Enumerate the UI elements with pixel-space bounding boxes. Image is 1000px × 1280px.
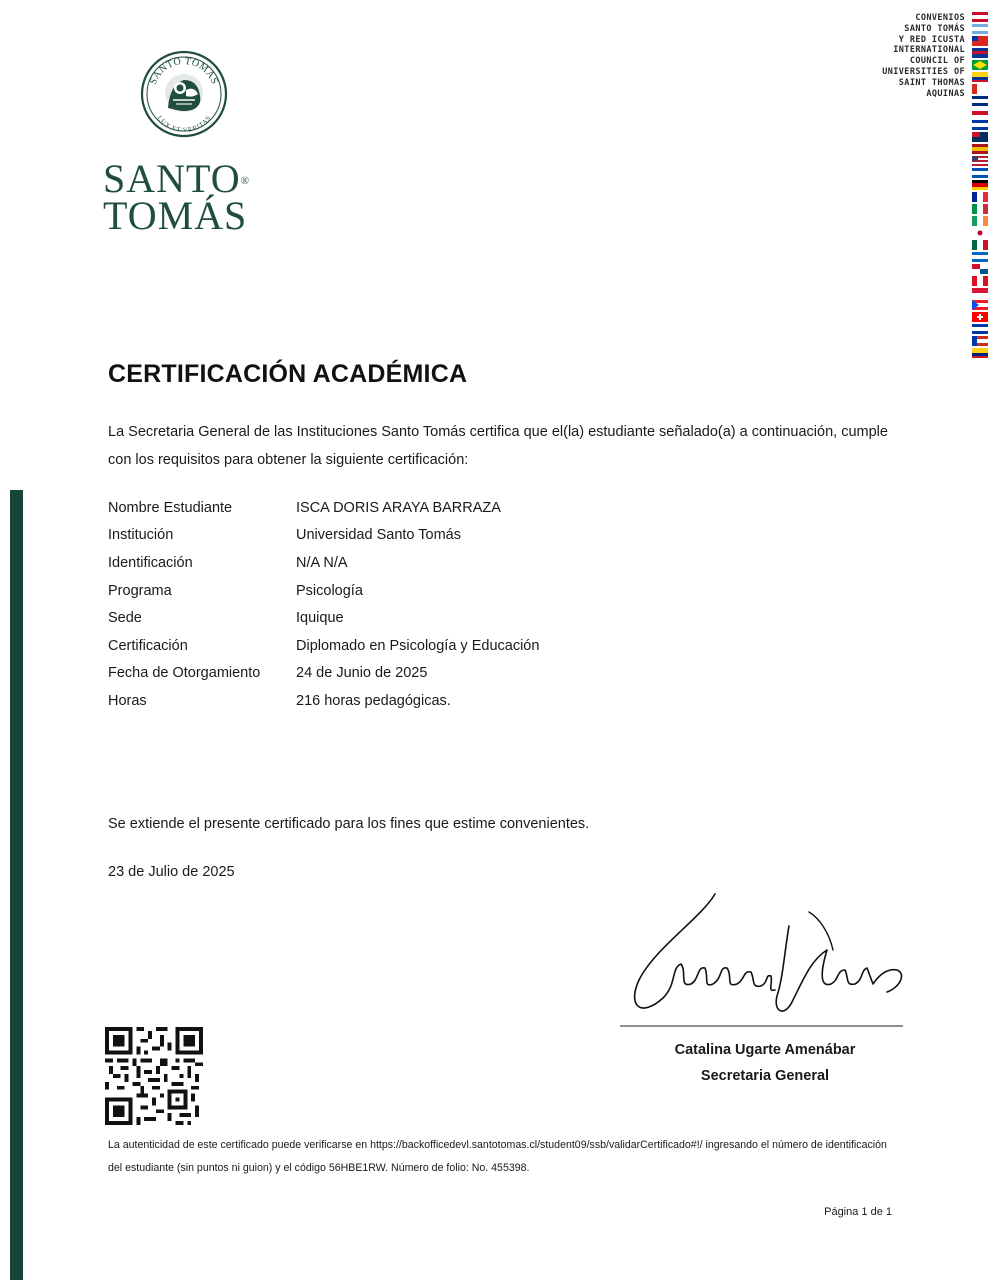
network-line: Y RED ICUSTA	[898, 34, 965, 45]
field-label: Institución	[108, 527, 174, 544]
field-row-program	[108, 577, 539, 605]
field-label: Programa	[108, 582, 172, 599]
network-line: SANTO TOMÁS	[904, 23, 965, 34]
field-label: Sede	[108, 610, 142, 627]
verification-notice: La autenticidad de este certificado puede verificarse en https://backofficedevl.santotomas.cl/student09/ssb/validarCertificado#!/ ingresando el número de identificación del estudiante (sin puntos ni guion) y el código 56HBE1RW. Número de folio: No. 455398.	[108, 1139, 887, 1174]
field-row-award-date	[108, 660, 539, 688]
certificate-title: CERTIFICACIÓN ACADÉMICA	[108, 360, 468, 388]
field-label: Certificación	[108, 637, 188, 654]
network-line: COUNCIL OF	[909, 56, 965, 67]
field-value: Psicología	[296, 582, 363, 599]
signatory-name: Catalina Ugarte Amenábar	[674, 1042, 856, 1058]
field-row-institution	[108, 522, 539, 550]
field-label: Horas	[108, 692, 147, 709]
brand-wordmark	[103, 156, 249, 238]
network-line: CONVENIOS	[915, 13, 965, 23]
flags-stack	[972, 12, 988, 358]
verification-qr-code[interactable]	[105, 1027, 203, 1125]
field-value: Diplomado en Psicología y Educación	[296, 637, 540, 654]
network-affiliation-text	[855, 13, 965, 99]
registered-mark: ®	[240, 175, 249, 187]
field-value: Iquique	[296, 610, 344, 627]
field-row-identification	[108, 549, 539, 577]
field-label: Nombre Estudiante	[108, 499, 233, 516]
field-value: 24 de Junio de 2025	[296, 665, 428, 682]
country-flags-strip	[972, 12, 988, 362]
field-row-campus	[108, 604, 539, 632]
santo-tomas-seal-logo	[140, 50, 228, 138]
seal-top-text: SANTO TOMAS	[147, 55, 221, 87]
field-label: Fecha de Otorgamiento	[108, 665, 261, 682]
brand-name-line1: SANTO	[103, 156, 241, 201]
issue-date: 23 de Julio de 2025	[108, 864, 235, 880]
handwritten-signature	[615, 888, 915, 1038]
left-accent-bar	[10, 490, 23, 1280]
field-value: N/A N/A	[296, 554, 348, 571]
field-value: 216 horas pedagógicas.	[296, 692, 451, 709]
field-row-hours	[108, 687, 539, 715]
closing-statement: Se extiende el presente certificado para los fines que estime convenientes.	[108, 816, 590, 832]
intro-paragraph: La Secretaria General de las Instituciones Santo Tomás certifica que el(la) estudiante señalado(a) a continuación, cumple con los requisitos para obtener la siguiente certificación:	[108, 424, 888, 468]
field-row-certification	[108, 632, 539, 660]
brand-name-line2: TOMÁS	[103, 193, 248, 238]
page-number: Página 1 de 1	[824, 1206, 892, 1218]
field-label: Identificación	[108, 554, 193, 571]
network-line: UNIVERSITIES OF	[882, 66, 965, 77]
network-line: INTERNATIONAL	[893, 45, 965, 56]
field-row-student-name	[108, 494, 539, 522]
seal-bottom-text: LUX ET VERITAS	[155, 114, 213, 135]
network-line: AQUINAS	[926, 88, 965, 99]
field-value: ISCA DORIS ARAYA BARRAZA	[296, 499, 501, 516]
field-value: Universidad Santo Tomás	[296, 527, 461, 544]
certificate-fields	[108, 494, 539, 715]
signatory-role: Secretaria General	[700, 1068, 830, 1084]
network-line: SAINT THOMAS	[898, 77, 965, 88]
